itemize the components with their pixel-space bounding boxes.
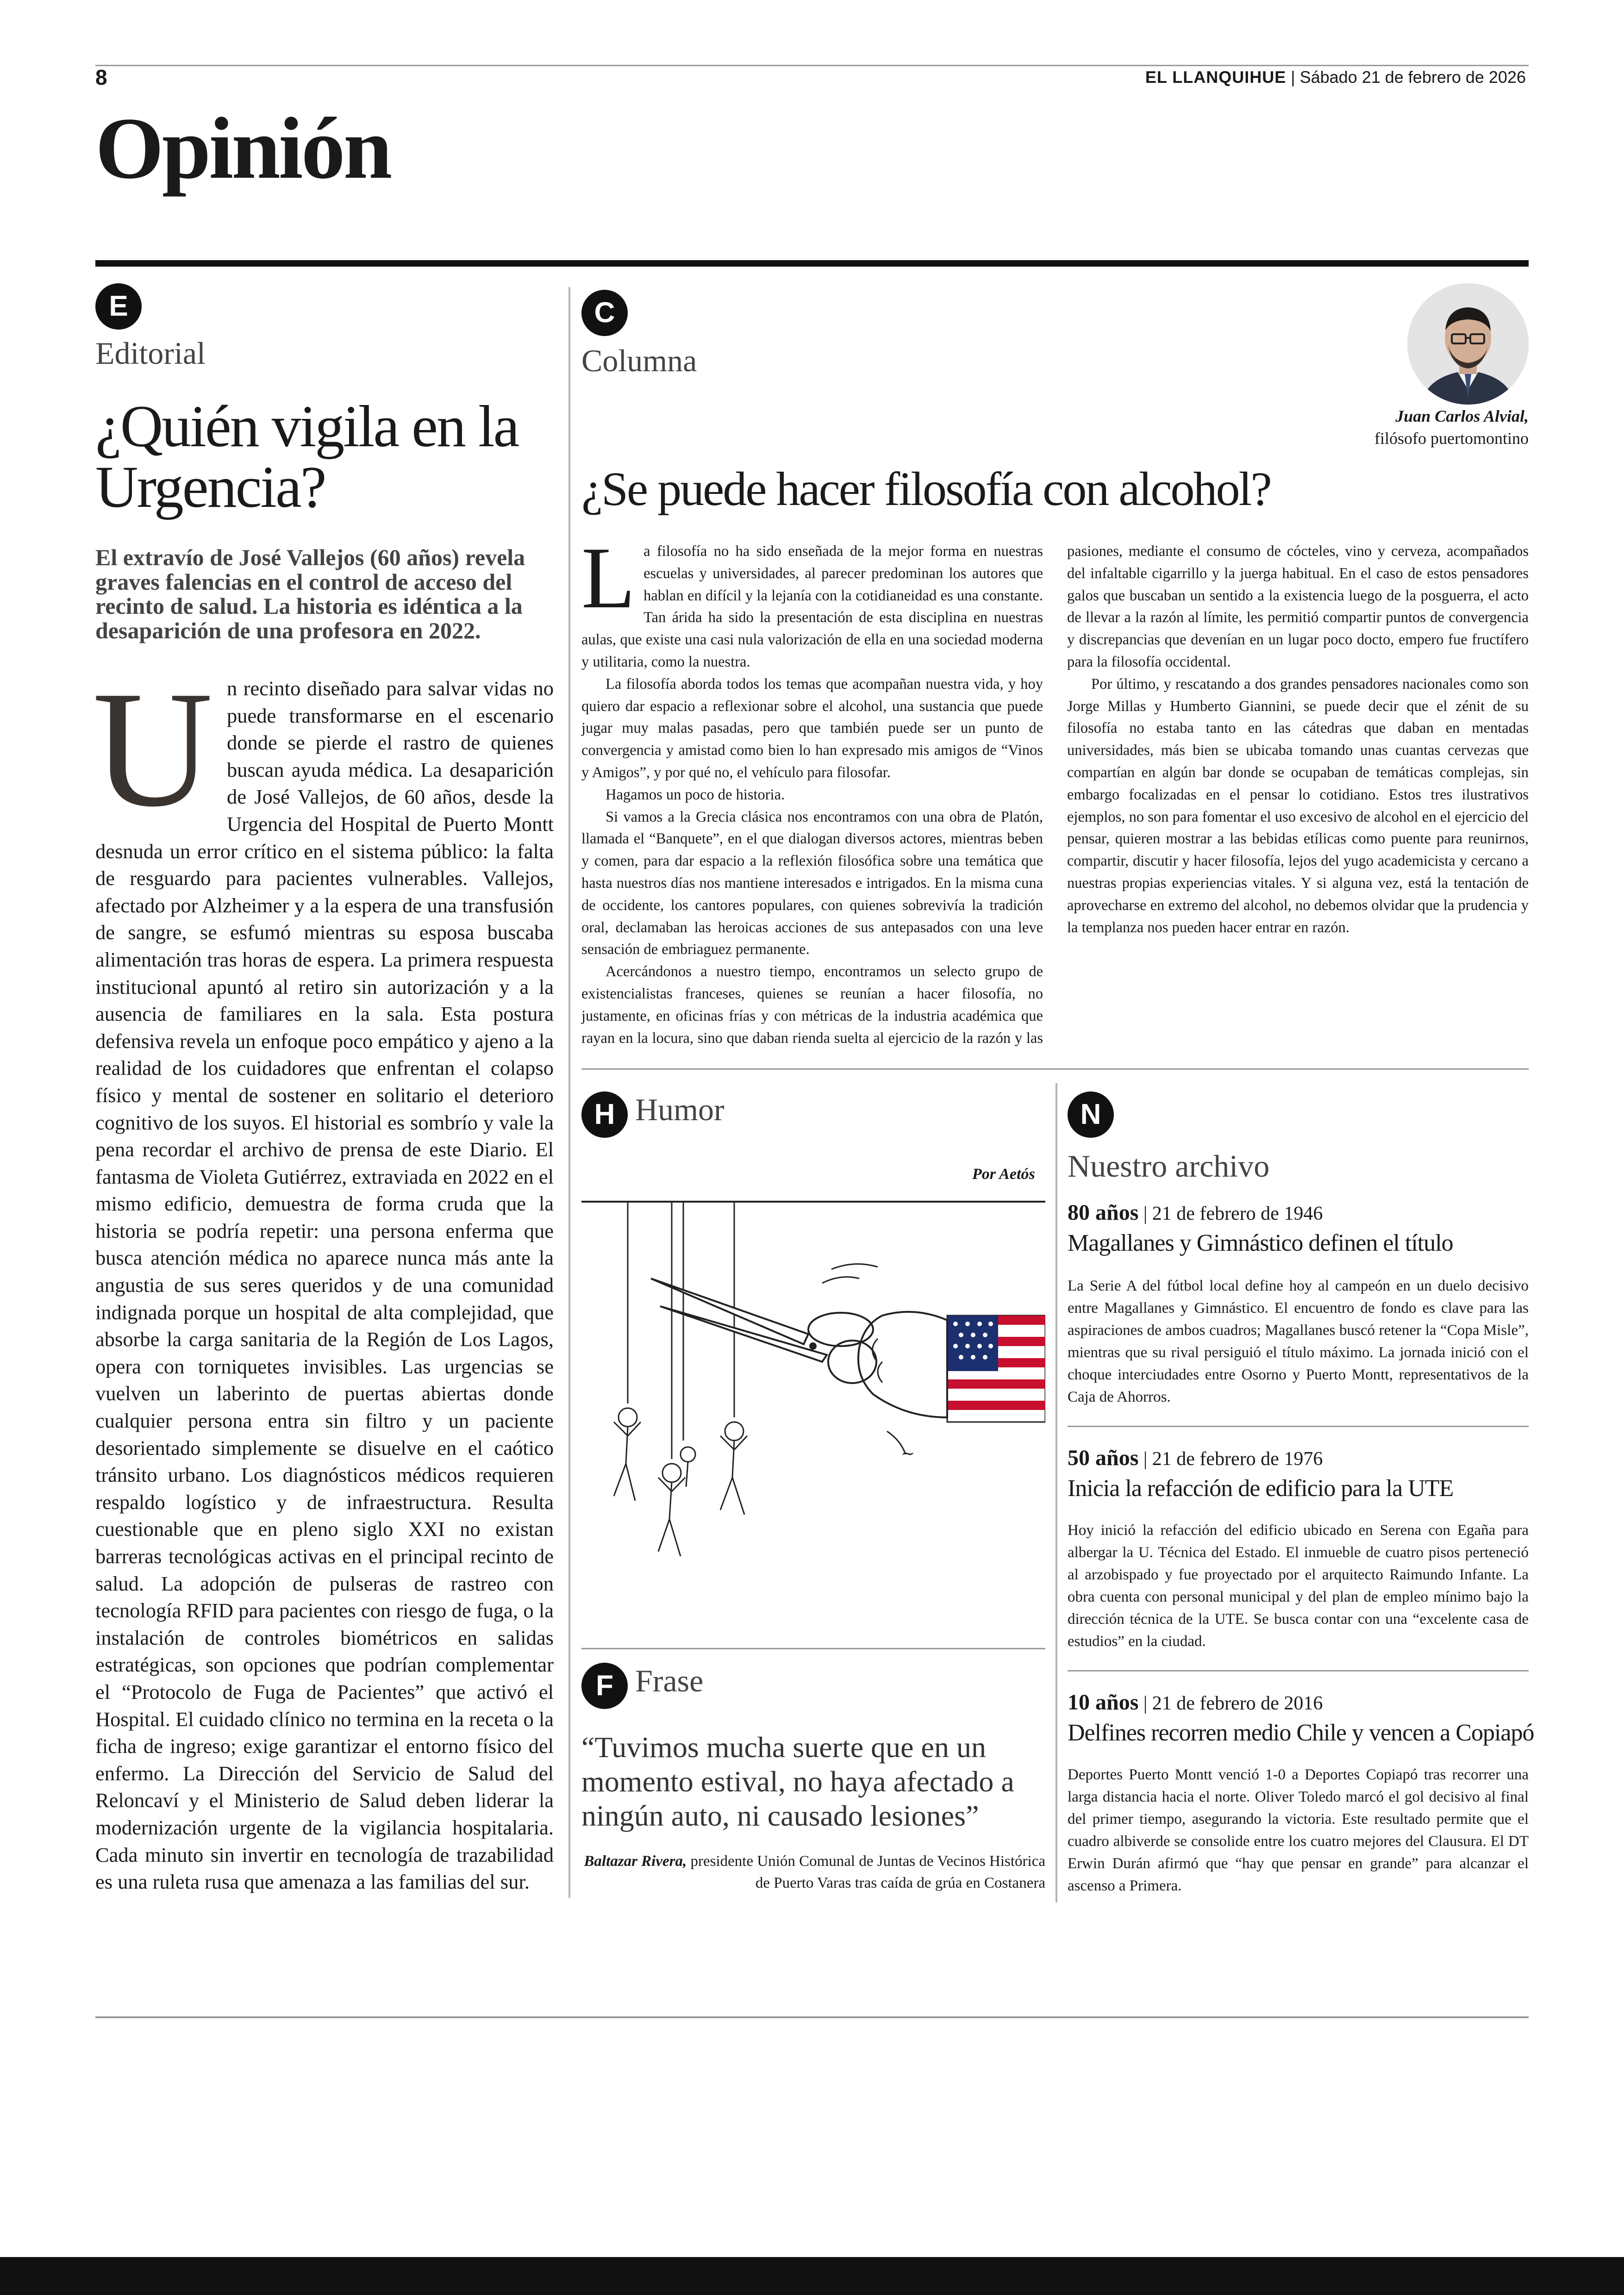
author-role: filósofo puertomontino	[1374, 429, 1529, 448]
cartoon-scissors-illustration	[581, 1200, 1045, 1598]
archivo-item-title: Magallanes y Gimnástico definen el título	[1068, 1230, 1453, 1256]
svg-text:~: ~	[901, 1444, 915, 1463]
editorial-kicker: Editorial	[95, 336, 206, 371]
frase-badge: F	[581, 1663, 628, 1709]
archivo-item-body: La Serie A del fútbol local define hoy al campeón en un duelo decisivo entre Magallanes y Gimnástico. El encuentro de fondo es clave para las aspiraciones de ambos cuadros; Magallanes buscó retener la “Copa Misle”, mientras que su rival persiguió el título máximo. La jornada inició con el choque interciudades entre Osorno y Puerto Montt, representativos de la Caja de Ahorros.	[1068, 1278, 1529, 1405]
humor-bottom-rule	[581, 1648, 1045, 1649]
author-name: Juan Carlos Alvial,	[1395, 407, 1529, 425]
header-top-rule	[95, 65, 1529, 66]
column-paragraph: La filosofía aborda todos los temas que acompañan nuestra vida, y hoy quiero dar espacio a reflexionar sobre el alcohol, una sustancia que puede jugar muy malas pasadas, pero que también puede ser un punto de convergencia y amistad como bien lo han expresado mis amigos de “Vinos y Amigos”, y por qué no, el vehículo para filosofar.	[581, 675, 1043, 781]
page-number: 8	[95, 65, 107, 89]
humor-kicker: Humor	[635, 1092, 725, 1127]
section-title: Opinión	[95, 100, 391, 197]
archivo-item-date: 10 años | 21 de febrero de 2016	[1068, 1690, 1323, 1715]
archivo-item-title: Inicia la refacción de edificio para la UTE	[1068, 1475, 1454, 1502]
author-portrait-image	[1407, 283, 1529, 405]
column-bottom-rule	[581, 1068, 1529, 1070]
hanging-figures	[614, 1408, 747, 1556]
column-paragraph: La filosofía no ha sido enseñada de la mejor forma en nuestras escuelas y universidades, al parecer predominan los autores que hablan en difícil y la lejanía con la cotidianeidad es una constante. Tan árida ha sido la presentación de esta disciplina en nuestras aulas, que existe una casi nula valorización de ella en una sociedad moderna y utilitaria, como la nuestra.	[581, 530, 1043, 670]
archivo-kicker: Nuestro archivo	[1068, 1148, 1270, 1184]
frase-quote: “Tuvimos mucha suerte que en un momento estival, no haya afectado a ningún auto, ni causado lesiones”	[581, 1731, 1014, 1832]
editorial-lead: El extravío de José Vallejos (60 años) revela graves falencias en el control de acceso del recinto de salud. La historia es idéntica a la desaparición de una profesora en 2022.	[95, 544, 525, 643]
editorial-text: n recinto diseñado para salvar vidas no puede transformarse en el escenario donde se pierde el rastro de quienes buscan ayuda médica. La desaparición de José Vallejos, de 60 años, desde la Urgencia del Hospital de Puerto Montt desnuda un error crítico en el sistema público: la falta de resguardo para pacientes vulnerables. Vallejos, afectado por Alzheimer y a la espera de una transfusión de sangre, se esfumó mientras su esposa buscaba alimentación tras horas de espera. La primera respuesta institucional apuntó al retiro sin autorización y a la ausencia de familiares en la sala. Esta postura defensiva revela un enfoque poco empático y ajeno a la realidad de los cuidadores que enfrentan el colapso físico y mental de sostener en solitario el deterioro cognitivo de los suyos. El historial es sombrío y vale la pena recordar el archivo de prensa de este Diario. El fantasma de Violeta Gutiérrez, extraviada en 2022 en el mismo edificio, demuestra de forma cruda que la historia se podría repetir: una persona enferma que busca atención médica no aparece nunca más ante la angustia de sus seres queridos y de una comunidad indignada porque un hospital de alta complejidad, que absorbe la carga sanitaria de la Región de Los Lagos, opera con torniquetes invisibles. Las urgencias se vuelven un laberinto de puertas abiertas donde cualquier persona entra sin filtro y un paciente desorientado simplemente se disuelve en el caótico tránsito urbano. Los diagnósticos médicos requieren respaldo logístico y de infraestructura. Resulta cuestionable que en pleno siglo XXI no existan barreras tecnológicas activas en el principal recinto de salud. La adopción de pulseras de rastreo con tecnología RFID para pacientes con riesgo de fuga, o la instalación de controles biométricos en salidas estratégicas, son opciones que podrían complementar el “Protocolo de Fuga de Pacientes” que activó el Hospital. El cuidado clínico no termina en la receta o la ficha de ingreso; exige garantizar el entorno físico del enfermo. La Dirección del Servicio de Salud del Reloncaví y el Ministerio de Salud deben liderar la modernización urgente de la vigilancia hospitalaria. Cada minuto sin invertir en tecnología de trazabilidad es una ruleta rusa que amenaza a las familias del sur.	[95, 677, 554, 1894]
footer-rule	[95, 2016, 1529, 2018]
section-heavy-rule	[95, 260, 1529, 267]
column-paragraph: Acercándonos a nuestro tiempo, encontramos un selecto grupo de existencialistas franceses, quienes se reunían a hacer filosofía, no justamente, en oficinas frías y con métricas de la industria académica que rayan en la locura, sino que daban rienda suelta al ejercicio de la razón y las pasiones, mediante el consumo de cócteles, vino y cerveza, acompañados del infaltable cigarrillo y la juerga habitual. En el caso de estos pensadores galos que buscaban un sentido a la existencia luego de la posguerra, el acto de llevar a la razón al límite, les permitió compartir puntos de convergencia y discrepancias que devenían en un lugar poco docto, empero fue fructífero para la filosofía occidental.	[581, 543, 1529, 1047]
frase-attribution	[581, 1851, 1045, 1894]
editorial-column-divider	[568, 287, 570, 1898]
column-badge: C	[581, 290, 628, 336]
frase-attribution-role: presidente Unión Comunal de Juntas de Vecinos Histórica de Puerto Varas tras caída de grúa en Costanera	[690, 1853, 1045, 1891]
column-paragraph: Si vamos a la Grecia clásica nos encontramos con una obra de Platón, llamada el “Banquete”, en el que dialogan diversos actores, mientras beben y comen, para dar espacio a la reflexión filosófica sobre una temática que hasta nuestros días nos mantiene interesados e intrigados. En la misma cuna de occidente, los cantores populares, con quienes sobrevivía la tradición oral, declamaban las heroicas acciones de sus antepasados con una leve sensación de embriaguez permanente.	[581, 808, 1043, 958]
editorial-drop-cap: U	[93, 656, 213, 841]
column-kicker: Columna	[581, 343, 697, 378]
archivo-item-date: 50 años | 21 de febrero de 1976	[1068, 1446, 1323, 1470]
newspaper-name: EL LLANQUIHUE	[1145, 68, 1287, 87]
issue-date: Sábado 21 de febrero de 2026	[1299, 68, 1526, 87]
editorial-body	[93, 656, 554, 1896]
archivo-item-rule	[1068, 1426, 1529, 1427]
archivo-badge: N	[1068, 1091, 1114, 1138]
archivo-item-body: Deportes Puerto Montt venció 1-0 a Deportes Copiapó tras recorrer una larga distancia hacia el norte. Oliver Toledo marcó el gol decisivo al final del primer tiempo, asegurando la victoria. Este resultado permite que el cuadro albiverde se consolide entre los cuatro mejores del Clausura. El DT Erwin Durán afirmó que “hay que pensar en grande” para alcanzar el ascenso a Primera.	[1068, 1766, 1529, 1894]
column-body	[581, 530, 1529, 1054]
archivo-item-title: Delfines recorren medio Chile y vencen a Copiapó	[1068, 1720, 1534, 1746]
author-photo	[1407, 283, 1529, 405]
archivo-item-body: Hoy inició la refacción del edificio ubicado en Serena con Egaña para albergar la U. Técnica del Estado. El inmueble de cuatro pisos perteneció al arzobispado y fue proyectado por el arquitecto Raimundo Infante. La obra cuenta con personal municipal y del plan de empleo mínimo bajo la dirección técnica de la UTE. Se busca contar con una “excelente casa de estudios” en la ciudad.	[1068, 1522, 1529, 1650]
humor-cartoon	[581, 1200, 1045, 1598]
editorial-title: ¿Quién vigila en la Urgencia?	[95, 393, 518, 520]
humor-badge: H	[581, 1091, 628, 1138]
bottom-black-bar	[0, 2257, 1624, 2295]
frase-kicker: Frase	[635, 1663, 704, 1698]
archivo-item-rule	[1068, 1670, 1529, 1671]
editorial-badge: E	[95, 283, 142, 330]
column-drop-cap: L	[581, 530, 636, 627]
archivo-item-date: 80 años | 21 de febrero de 1946	[1068, 1200, 1323, 1225]
flag-cuff	[947, 1316, 1045, 1422]
column-title: ¿Se puede hacer filosofía con alcohol?	[581, 462, 1271, 516]
cartoon-credit: Por Aetós	[972, 1166, 1035, 1183]
frase-attribution-name: Baltazar Rivera,	[584, 1853, 687, 1870]
humor-archivo-divider	[1056, 1083, 1057, 1902]
masthead: EL LLANQUIHUE | Sábado 21 de febrero de 2026	[1145, 68, 1526, 87]
column-paragraph: Hagamos un poco de historia.	[606, 786, 785, 803]
column-paragraph: Por último, y rescatando a dos grandes pensadores nacionales como son Jorge Millas y Humberto Giannini, se puede decir que el zénit de su filosofía no estaba tanto en las cátedras que daban en mentadas universidades, más bien se ubicaba tomando unas cuantas cervezas que compartían en algún bar donde se ocupaban de temáticas complejas, sin embargo focalizadas en el pensar lo cotidiano. Estos tres ilustrativos ejemplos, no son para fomentar el uso excesivo de alcohol en el ejercicio del pensar, quieren mostrar a las bebidas etílicas como puente para reunirnos, compartir, discutir y hacer filosofía, lejos del yugo academicista y cercano a nuestras propias experiencias vitales. Y si alguna vez, está la tentación de aprovecharse en extremo del alcohol, no debemos olvidar que la prudencia y la templanza nos pueden hacer entrar en razón.	[1067, 675, 1529, 936]
